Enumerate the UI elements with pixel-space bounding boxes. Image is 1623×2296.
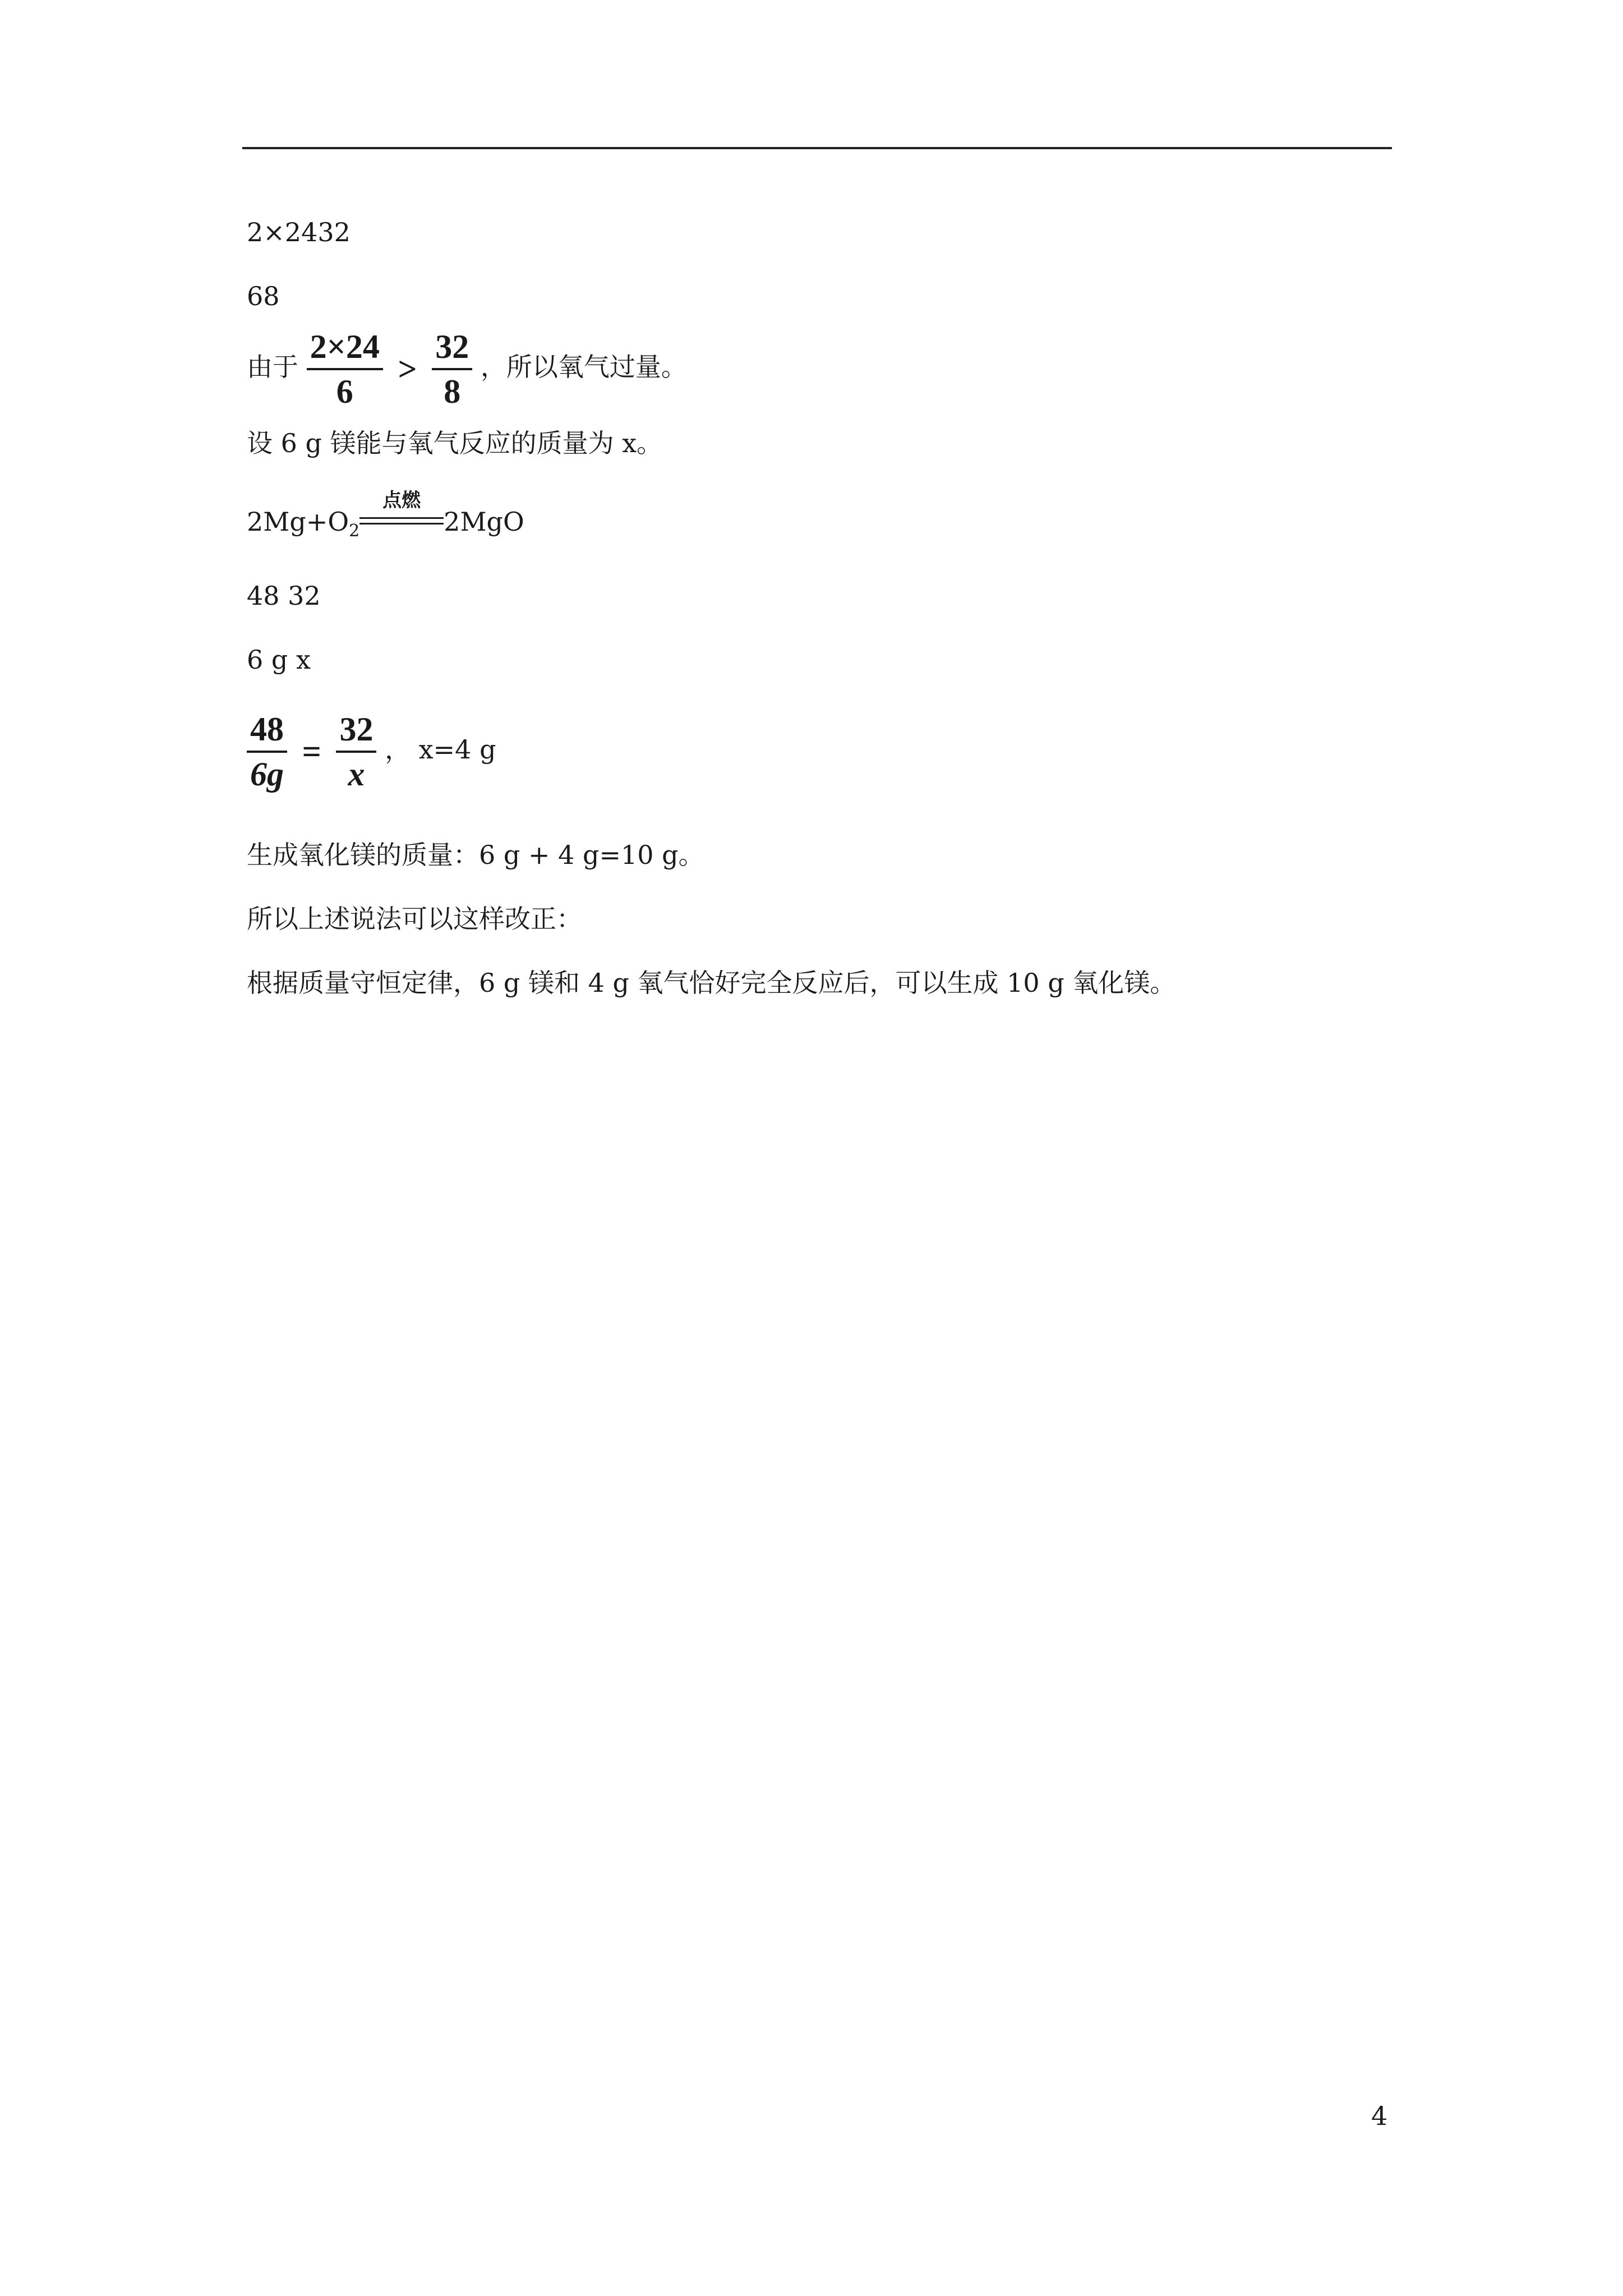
line-product: 2×2432 bbox=[247, 217, 351, 247]
fraction-left-denominator: 6 bbox=[336, 373, 353, 410]
reaction-condition: 点燃 bbox=[382, 489, 421, 512]
proportion-right bbox=[336, 708, 376, 795]
line-assumption: 设 6 g 镁能与氧气反应的质量为 x。 bbox=[247, 428, 663, 458]
line-unknowns: 6 g x bbox=[247, 645, 311, 675]
comparison-suffix: ，所以氧气过量。 bbox=[480, 352, 687, 382]
page-number: 4 bbox=[1371, 2101, 1388, 2131]
equation-subscript: 2 bbox=[349, 521, 360, 541]
fraction-right bbox=[432, 325, 472, 413]
chemical-equation bbox=[247, 489, 524, 548]
equals-sign: = bbox=[302, 733, 321, 770]
proportion-left bbox=[247, 708, 287, 795]
fraction-left-numerator: 2×24 bbox=[310, 328, 380, 365]
fraction-left bbox=[307, 325, 383, 413]
line-comparison bbox=[247, 325, 687, 413]
fraction-right-numerator: 32 bbox=[435, 328, 469, 365]
reaction-arrow bbox=[359, 489, 444, 541]
equation-reactants: 2Mg+O bbox=[247, 507, 349, 537]
line-sum: 68 bbox=[247, 281, 280, 311]
proportion-right-denominator: x bbox=[348, 756, 365, 793]
line-proportion bbox=[247, 708, 496, 795]
line-conclusion: 根据质量守恒定律，6 g 镁和 4 g 氧气恰好完全反应后，可以生成 10 g 氧化镁。 bbox=[247, 968, 1176, 998]
comparison-prefix: 由于 bbox=[247, 352, 298, 382]
line-correction-intro: 所以上述说法可以这样改正： bbox=[247, 904, 582, 934]
equation-products: 2MgO bbox=[444, 507, 524, 537]
fraction-right-denominator: 8 bbox=[444, 373, 461, 410]
proportion-left-numerator: 48 bbox=[250, 711, 284, 748]
proportion-right-numerator: 32 bbox=[339, 711, 374, 748]
line-masses: 48 32 bbox=[247, 581, 321, 611]
greater-than-sign: > bbox=[398, 351, 417, 388]
line-total-mass: 生成氧化镁的质量：6 g + 4 g=10 g。 bbox=[247, 840, 704, 870]
header-rule bbox=[242, 147, 1392, 149]
proportion-result: ， x=4 g bbox=[385, 734, 496, 765]
proportion-left-denominator: 6g bbox=[250, 756, 284, 793]
